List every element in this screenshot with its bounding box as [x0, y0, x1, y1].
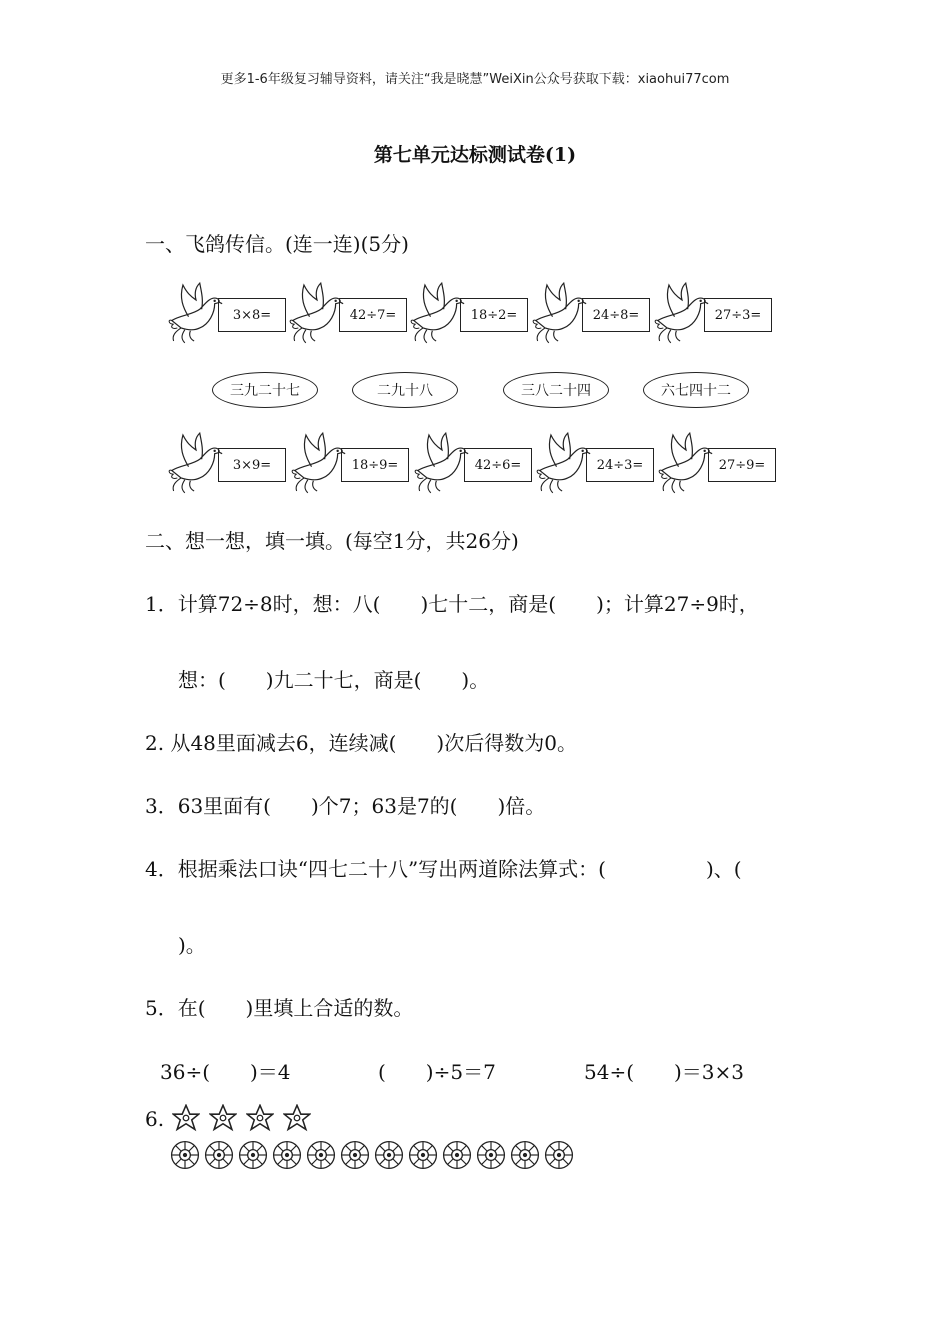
question-2: 2. 从48里面减去6，连续减( )次后得数为0。 — [145, 731, 577, 755]
dove-icon — [536, 428, 592, 498]
equation-box: 27÷3= — [704, 298, 772, 332]
equation-box: 27÷9= — [708, 448, 776, 482]
round-flower-icon — [476, 1140, 506, 1170]
bird-card — [536, 428, 661, 503]
dove-icon — [410, 278, 466, 348]
multiplication-rhyme-oval[interactable]: 三九二十七 — [212, 372, 318, 408]
dove-icon — [532, 278, 588, 348]
bird-card — [168, 278, 293, 353]
question-5: 5．在( )里填上合适的数。 — [145, 996, 414, 1020]
bird-card — [654, 278, 779, 353]
dove-icon — [168, 428, 224, 498]
question-4-line-2: )。 — [178, 933, 206, 957]
dove-icon — [414, 428, 470, 498]
fill-blank-item: ( )÷5＝7 — [378, 1060, 496, 1084]
dove-icon — [289, 278, 345, 348]
fill-blank-item: 54÷( )＝3×3 — [584, 1060, 745, 1084]
page-title: 第七单元达标测试卷(1) — [373, 144, 577, 166]
equation-box: 42÷7= — [339, 298, 407, 332]
bird-card — [658, 428, 783, 503]
star-group — [172, 1104, 342, 1132]
dove-icon — [658, 428, 714, 498]
section1-heading: 一、飞鸽传信。(连一连)(5分) — [145, 232, 409, 256]
star-flower-icon — [283, 1104, 311, 1132]
equation-box: 24÷3= — [586, 448, 654, 482]
bird-card — [289, 278, 414, 353]
star-flower-icon — [172, 1104, 200, 1132]
star-flower-icon — [246, 1104, 274, 1132]
round-flower-icon — [544, 1140, 574, 1170]
round-flower-icon — [442, 1140, 472, 1170]
dove-icon — [168, 278, 224, 348]
bird-card — [291, 428, 416, 503]
round-flower-icon — [340, 1140, 370, 1170]
section2-heading: 二、想一想，填一填。(每空1分，共26分) — [145, 529, 519, 553]
round-flower-icon — [510, 1140, 540, 1170]
round-flower-icon — [170, 1140, 200, 1170]
star-flower-icon — [209, 1104, 237, 1132]
bird-row-bottom — [168, 428, 788, 503]
equation-box: 18÷2= — [460, 298, 528, 332]
round-flower-icon — [272, 1140, 302, 1170]
equation-box: 3×8= — [218, 298, 286, 332]
dove-icon — [654, 278, 710, 348]
dove-icon — [291, 428, 347, 498]
bird-card — [414, 428, 539, 503]
round-flower-icon — [204, 1140, 234, 1170]
bird-card — [532, 278, 657, 353]
multiplication-rhyme-oval[interactable]: 六七四十二 — [643, 372, 749, 408]
equation-box: 3×9= — [218, 448, 286, 482]
equation-box: 18÷9= — [341, 448, 409, 482]
multiplication-rhyme-oval[interactable]: 三八二十四 — [503, 372, 609, 408]
flower-group — [170, 1140, 590, 1172]
round-flower-icon — [306, 1140, 336, 1170]
page-header: 更多1-6年级复习辅导资料，请关注“我是晓慧”WeiXin公众号获取下载：xiaohui77com — [220, 72, 730, 87]
question-6-label: 6. — [145, 1107, 165, 1131]
fill-blank-item: 36÷( )＝4 — [160, 1060, 291, 1084]
multiplication-rhyme-oval[interactable]: 二九十八 — [352, 372, 458, 408]
question-1-line-1: 1．计算72÷8时，想：八( )七十二，商是( )；计算27÷9时， — [145, 592, 759, 616]
question-3: 3．63里面有( )个7；63是7的( )倍。 — [145, 794, 546, 818]
question-4-line-1: 4．根据乘法口诀“四七二十八”写出两道除法算式：( )、( — [145, 857, 742, 881]
bird-card — [168, 428, 293, 503]
round-flower-icon — [238, 1140, 268, 1170]
question-1-line-2: 想：( )九二十七，商是( )。 — [178, 668, 490, 692]
equation-box: 24÷8= — [582, 298, 650, 332]
round-flower-icon — [408, 1140, 438, 1170]
bird-row-top — [168, 278, 788, 353]
equation-box: 42÷6= — [464, 448, 532, 482]
bird-card — [410, 278, 535, 353]
round-flower-icon — [374, 1140, 404, 1170]
